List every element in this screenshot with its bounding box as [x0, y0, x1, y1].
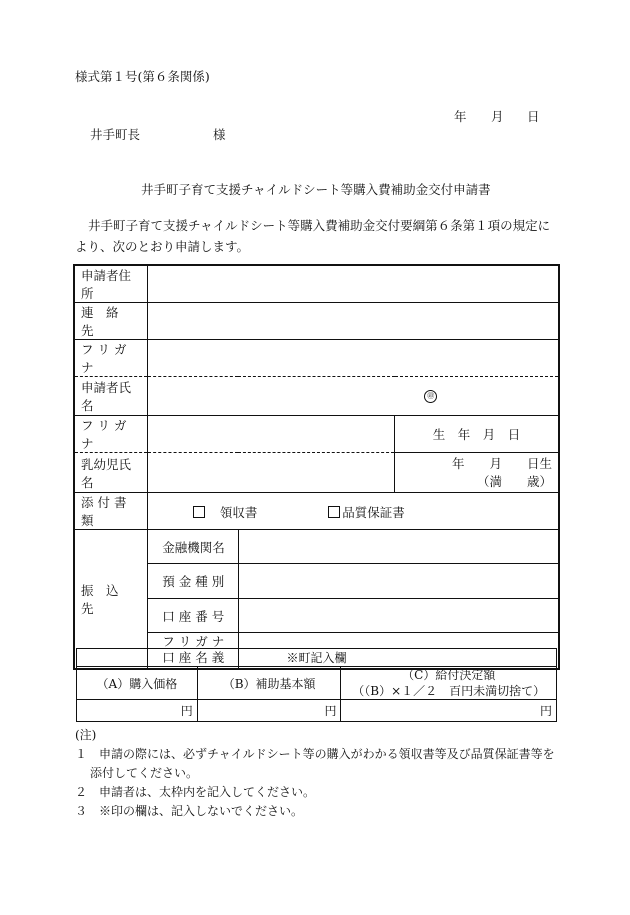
subsidy-base-header: （B）補助基本額 — [197, 667, 341, 700]
furigana-field[interactable] — [148, 340, 559, 377]
attachments-field — [148, 493, 559, 530]
account-number-label: 口 座 番 号 — [148, 599, 239, 633]
payment-decision-formula: （（B）×１／２ 百円未満切捨て） — [352, 684, 546, 698]
form-number: 様式第１号(第６条関係) — [75, 69, 210, 84]
note-1: １ 申請の際には、必ずチャイルドシート等の購入がわかる領収書等及び品質保証書等を — [75, 747, 555, 761]
applicant-address-label: 申請者住所 — [74, 265, 148, 303]
note-1-continued: 添付してください。 — [90, 766, 199, 780]
intro-line-2: より、次のとおり申請します。 — [75, 239, 250, 254]
birth-date-header: 生 年 月 日 — [395, 416, 559, 453]
birth-date-value: 年 月 日生 — [451, 455, 552, 471]
bank-name-field[interactable] — [238, 530, 559, 564]
town-use-table — [76, 648, 557, 722]
attachments-label: 添 付 書 類 — [74, 493, 148, 530]
intro-line-1: 井手町子育て支援チャイルドシート等購入費補助金交付要綱第６条第１項の規定に — [88, 218, 551, 233]
payment-decision-header — [341, 667, 557, 700]
warranty-checkbox[interactable] — [328, 506, 340, 518]
application-table — [73, 264, 560, 670]
deposit-type-field[interactable] — [238, 564, 559, 599]
infant-furigana-label: フ リ ガ ナ — [74, 416, 148, 453]
town-use-header: ※町記入欄 — [77, 649, 557, 667]
bank-name-label: 金融機関名 — [148, 530, 239, 564]
infant-name-label: 乳幼児氏名 — [74, 453, 148, 493]
furigana-label: フ リ ガ ナ — [74, 340, 148, 377]
contact-label: 連 絡 先 — [74, 303, 148, 340]
yen-unit: 円 — [180, 704, 193, 718]
date-year: 年 — [454, 109, 467, 124]
contact-field[interactable] — [148, 303, 559, 340]
infant-name-field[interactable] — [148, 453, 395, 493]
addressee-name: 井手町長 — [90, 127, 141, 142]
age-value: （満 歳） — [476, 473, 552, 489]
warranty-label: 品質保証書 — [342, 505, 405, 520]
notes-heading: (注) — [75, 728, 97, 742]
intro-paragraph — [75, 215, 560, 257]
applicant-name-label: 申請者氏名 — [74, 377, 148, 416]
receipt-checkbox[interactable] — [193, 506, 205, 518]
document-title: 井手町子育て支援チャイルドシート等購入費補助金交付申請書 — [141, 182, 491, 197]
payment-decision-field — [341, 700, 557, 722]
date-day: 日 — [527, 109, 540, 124]
account-number-field[interactable] — [238, 599, 559, 633]
yen-unit: 円 — [539, 704, 552, 718]
purchase-price-field — [77, 700, 198, 722]
receipt-label: 領収書 — [219, 505, 258, 520]
date-month: 月 — [491, 109, 504, 124]
seal-icon: ㊞ — [424, 390, 437, 403]
subsidy-base-field — [197, 700, 341, 722]
receipt-option[interactable] — [193, 503, 257, 521]
warranty-option[interactable] — [328, 503, 405, 521]
applicant-name-field[interactable] — [148, 377, 559, 416]
birth-date-field[interactable] — [395, 453, 559, 493]
infant-furigana-field[interactable] — [148, 416, 395, 453]
purchase-price-header: （A）購入価格 — [77, 667, 198, 700]
deposit-type-label: 預 金 種 別 — [148, 564, 239, 599]
note-3: ３ ※印の欄は、記入しないでください。 — [75, 804, 304, 818]
note-2: ２ 申請者は、太枠内を記入してください。 — [75, 785, 316, 799]
account-holder-name-label: 口 座 名 義 — [162, 650, 225, 666]
payment-decision-title: （C）給付決定額 — [402, 668, 496, 682]
transfer-label: 振 込 先 — [74, 530, 148, 669]
yen-unit: 円 — [324, 704, 337, 718]
addressee-honorific: 様 — [213, 127, 226, 142]
applicant-address-field[interactable] — [148, 265, 559, 303]
account-furigana-label: フ リ ガ ナ — [162, 634, 225, 650]
